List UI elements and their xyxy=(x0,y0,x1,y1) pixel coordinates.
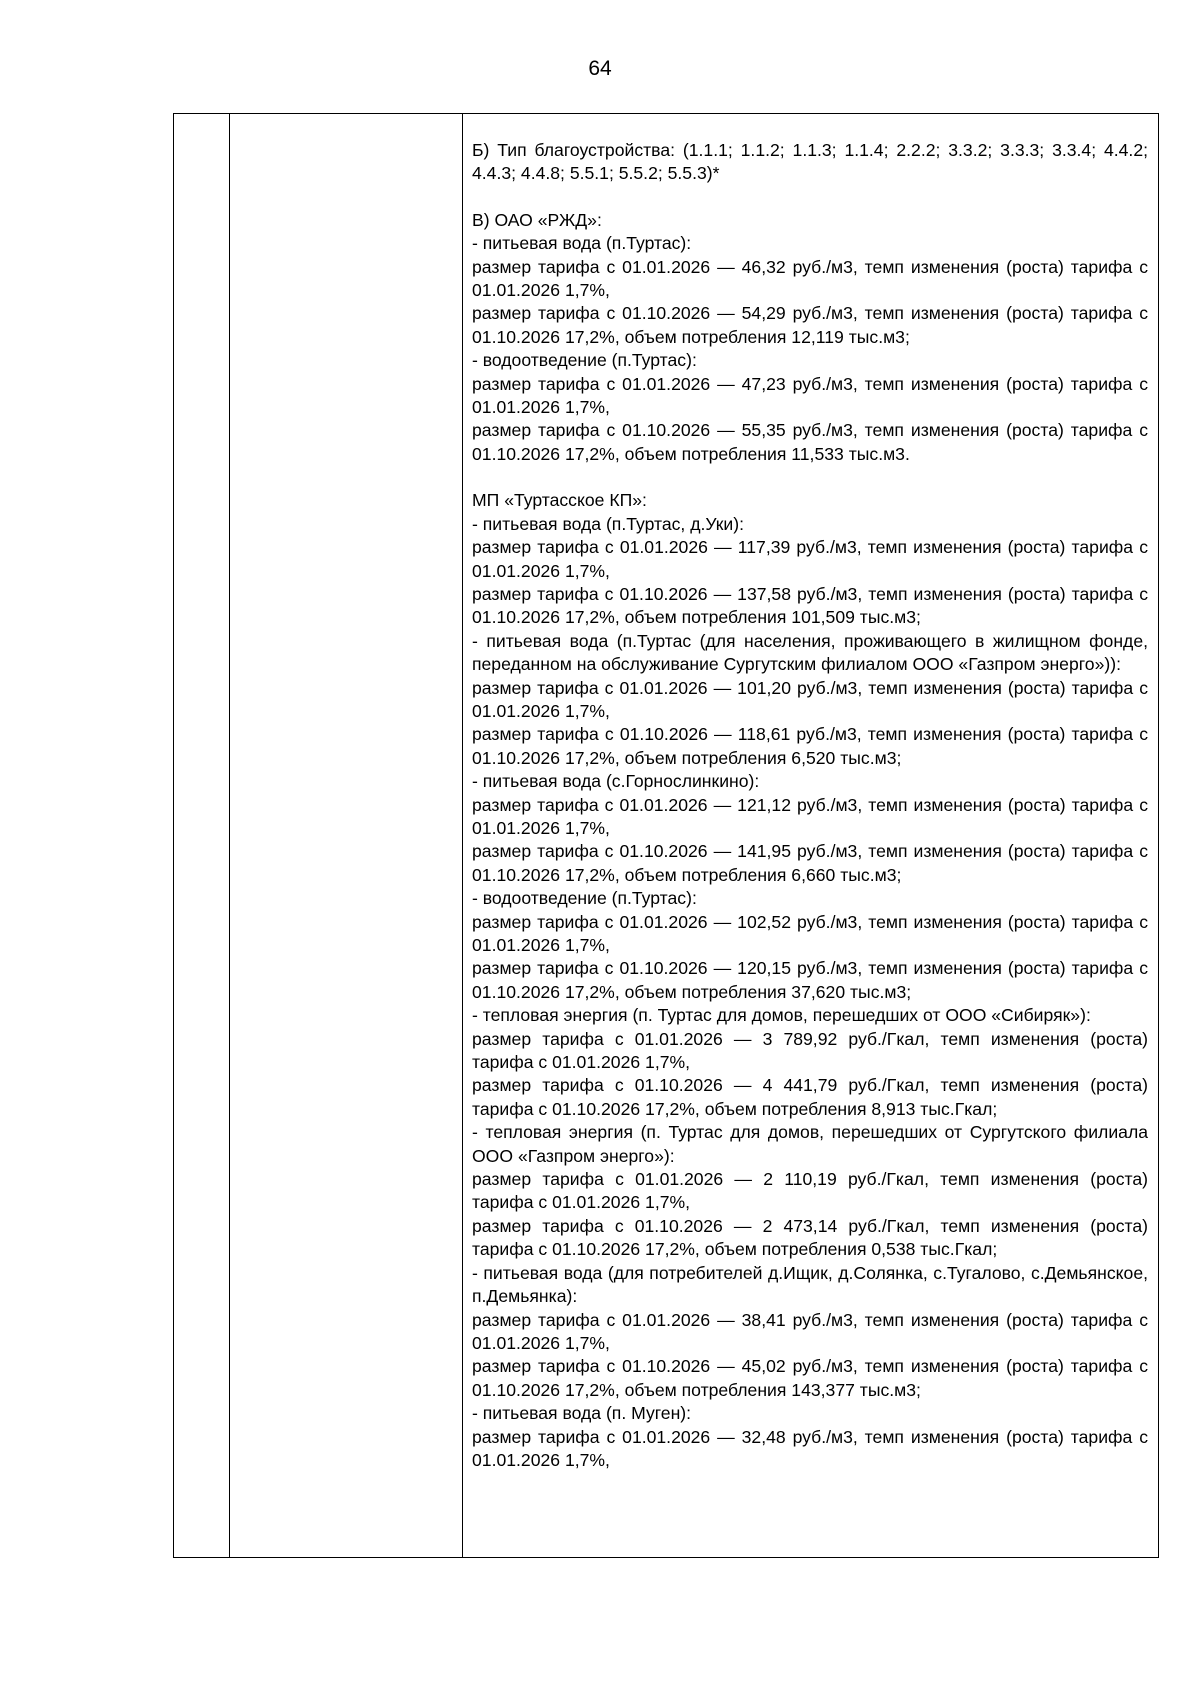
section-mp-line: - питьевая вода (с.Горнослинкино): xyxy=(472,771,760,792)
section-mp-line: размер тарифа с 01.10.2026 — 4 441,79 руб./Гкал, темп изменения (роста) тарифа с 01.10.2026 17,2%, объем потребления 8,913 тыс.Гкал; xyxy=(472,1075,1148,1119)
column-divider-1 xyxy=(229,114,230,1557)
section-mp-line: размер тарифа с 01.10.2026 — 45,02 руб./м3, темп изменения (роста) тарифа с 01.10.2026 17,2%, объем потребления 143,377 тыс.м3; xyxy=(472,1356,1148,1400)
section-v-line: размер тарифа с 01.10.2026 — 54,29 руб./м3, темп изменения (роста) тарифа с 01.10.2026 17,2%, объем потребления 12,119 тыс.м3; xyxy=(472,303,1148,347)
section-v-line: - питьевая вода (п.Туртас): xyxy=(472,233,692,254)
section-mp-line: размер тарифа с 01.01.2026 — 102,52 руб./м3, темп изменения (роста) тарифа с 01.01.2026 1,7%, xyxy=(472,911,1148,955)
document-table xyxy=(173,113,1159,1558)
section-mp-line: размер тарифа с 01.01.2026 — 121,12 руб./м3, темп изменения (роста) тарифа с 01.01.2026 1,7%, xyxy=(472,794,1148,838)
section-v-line: размер тарифа с 01.01.2026 — 47,23 руб./м3, темп изменения (роста) тарифа с 01.01.2026 1,7%, xyxy=(472,373,1148,418)
section-mp-line: - водоотведение (п.Туртас): xyxy=(472,888,697,909)
column-divider-2 xyxy=(462,114,463,1557)
section-mp-line: - питьевая вода (п. Муген): xyxy=(472,1403,692,1424)
section-v-block xyxy=(472,209,1148,466)
section-v-heading: В) ОАО «РЖД»: xyxy=(472,209,602,230)
section-mp-block xyxy=(472,489,1148,1472)
section-v-line: - водоотведение (п.Туртас): xyxy=(472,350,697,371)
section-b-paragraph: Б) Тип благоустройства: (1.1.1; 1.1.2; 1.1.3; 1.1.4; 2.2.2; 3.3.2; 3.3.3; 3.3.4; 4.4.2; 4.4.3; 4.4.8; 5.5.1; 5.5.2; 5.5.3)* xyxy=(472,140,1148,184)
paragraph-spacer xyxy=(472,186,1148,209)
section-mp-line: размер тарифа с 01.01.2026 — 117,39 руб./м3, темп изменения (роста) тарифа с 01.01.2026 1,7%, xyxy=(472,537,1148,581)
section-v-line: размер тарифа с 01.01.2026 — 46,32 руб./м3, темп изменения (роста) тарифа с 01.01.2026 1,7%, xyxy=(472,256,1148,301)
table-cell-content xyxy=(472,139,1148,1472)
section-mp-line: размер тарифа с 01.10.2026 — 2 473,14 руб./Гкал, темп изменения (роста) тарифа с 01.10.2026 17,2%, объем потребления 0,538 тыс.Гкал; xyxy=(472,1215,1148,1260)
section-mp-line: - питьевая вода (п.Туртас, д.Уки): xyxy=(472,513,745,534)
section-mp-line: размер тарифа с 01.10.2026 — 141,95 руб./м3, темп изменения (роста) тарифа с 01.10.2026 17,2%, объем потребления 6,660 тыс.м3; xyxy=(472,841,1148,885)
section-mp-line: размер тарифа с 01.01.2026 — 2 110,19 руб./Гкал, темп изменения (роста) тарифа с 01.01.2026 1,7%, xyxy=(472,1169,1148,1213)
section-mp-line: - питьевая вода (п.Туртас (для населения, проживающего в жилищном фонде, переданном на обслуживание Сургутским филиалом ООО «Газпром энерго»)): xyxy=(472,630,1148,675)
section-mp-heading: МП «Туртасское КП»: xyxy=(472,490,647,511)
section-mp-line: размер тарифа с 01.10.2026 — 118,61 руб./м3, темп изменения (роста) тарифа с 01.10.2026 17,2%, объем потребления 6,520 тыс.м3; xyxy=(472,724,1148,768)
section-mp-line: - тепловая энергия (п. Туртас для домов, перешедших от Сургутского филиала ООО «Газпром энерго»): xyxy=(472,1122,1148,1166)
section-mp-line: размер тарифа с 01.10.2026 — 120,15 руб./м3, темп изменения (роста) тарифа с 01.10.2026 17,2%, объем потребления 37,620 тыс.м3; xyxy=(472,958,1148,1002)
section-mp-line: размер тарифа с 01.01.2026 — 32,48 руб./м3, темп изменения (роста) тарифа с 01.01.2026 1,7%, xyxy=(472,1426,1148,1470)
section-mp-line: размер тарифа с 01.10.2026 — 137,58 руб./м3, темп изменения (роста) тарифа с 01.10.2026 17,2%, объем потребления 101,509 тыс.м3; xyxy=(472,583,1148,628)
section-mp-line: - тепловая энергия (п. Туртас для домов, перешедших от ООО «Сибиряк»): xyxy=(472,1005,1091,1026)
section-mp-line: - питьевая вода (для потребителей д.Ищик, д.Солянка, с.Тугалово, с.Демьянское, п.Демьянка): xyxy=(472,1262,1148,1307)
page-number: 64 xyxy=(588,57,612,80)
section-v-line: размер тарифа с 01.10.2026 — 55,35 руб./м3, темп изменения (роста) тарифа с 01.10.2026 17,2%, объем потребления 11,533 тыс.м3. xyxy=(472,420,1148,464)
section-mp-line: размер тарифа с 01.01.2026 — 101,20 руб./м3, темп изменения (роста) тарифа с 01.01.2026 1,7%, xyxy=(472,677,1148,721)
paragraph-spacer xyxy=(472,466,1148,489)
section-mp-line: размер тарифа с 01.01.2026 — 38,41 руб./м3, темп изменения (роста) тарифа с 01.01.2026 1,7%, xyxy=(472,1309,1148,1353)
section-mp-line: размер тарифа с 01.01.2026 — 3 789,92 руб./Гкал, темп изменения (роста) тарифа с 01.01.2026 1,7%, xyxy=(472,1028,1148,1073)
